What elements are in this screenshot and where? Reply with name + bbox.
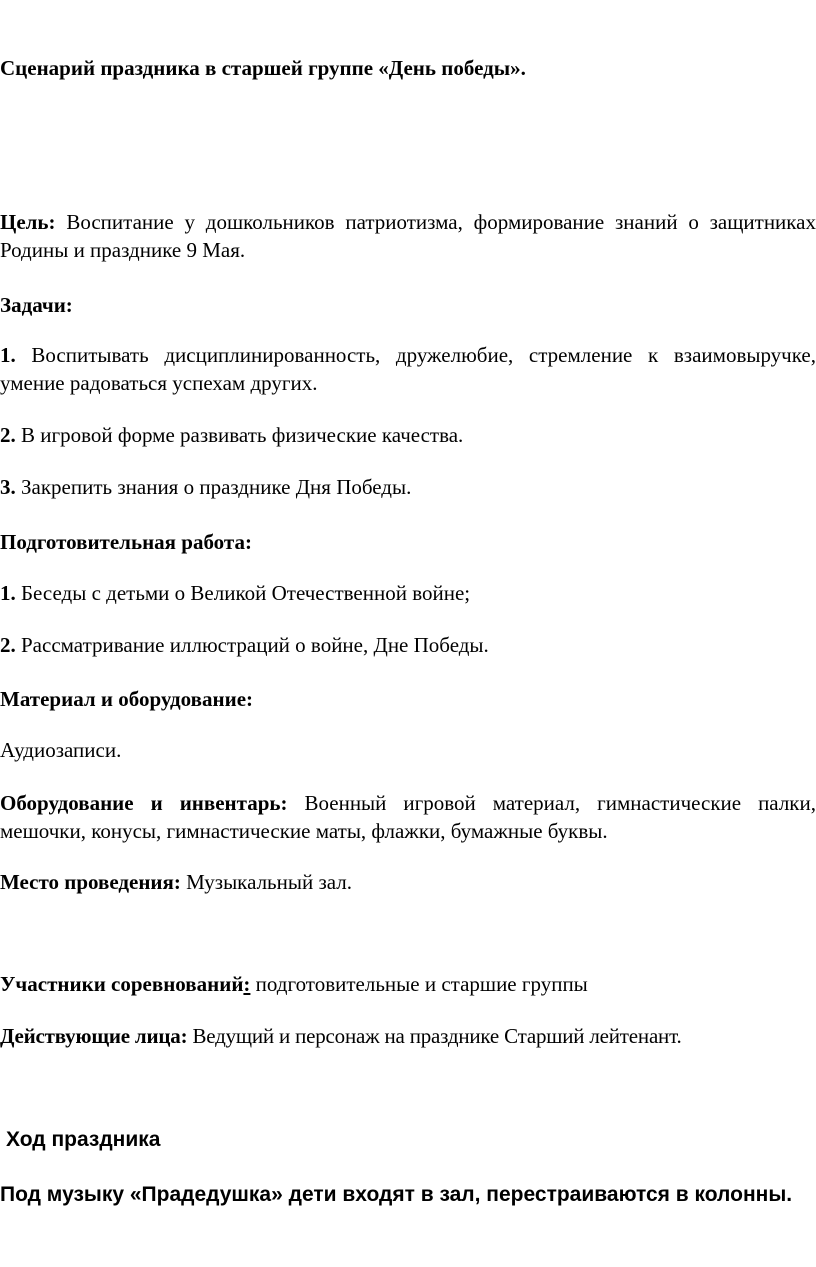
course-heading: Ход праздника: [6, 1128, 161, 1151]
equipment-paragraph: Оборудование и инвентарь: Военный игровой материал, гимнастические палки, мешочки, конусы, гимнастические маты, флажки, бумажные буквы.: [0, 791, 816, 843]
characters-paragraph: Действующие лица: Ведущий и персонаж на празднике Старший лейтенант.: [0, 1024, 682, 1048]
course-text: Под музыку «Прадедушка» дети входят в зал, перестраиваются в колонны.: [0, 1183, 793, 1206]
goal-text: Воспитание у дошкольников патриотизма, формирование знаний о защитниках Родины и празднике 9 Мая.: [0, 210, 816, 262]
task-item: 2. В игровой форме развивать физические качества.: [0, 423, 464, 447]
tasks-heading: Задачи:: [0, 293, 73, 317]
task-item: 3. Закрепить знания о празднике Дня Победы.: [0, 475, 412, 499]
task-item: 1. Воспитывать дисциплинированность, дружелюбие, стремление к взаимовыручке, умение радоваться успехам других.: [0, 343, 816, 395]
document-title: Сценарий праздника в старшей группе «День победы».: [0, 56, 526, 80]
materials-text: Аудиозаписи.: [0, 738, 122, 762]
prep-item: 2. Рассматривание иллюстраций о войне, Дне Победы.: [0, 633, 489, 657]
goal-label: Цель:: [0, 210, 56, 234]
participants-paragraph: Участники соревнований: подготовительные и старшие группы: [0, 972, 588, 996]
prep-item: 1. Беседы с детьми о Великой Отечественной войне;: [0, 581, 471, 605]
materials-heading: Материал и оборудование:: [0, 687, 254, 711]
prep-heading: Подготовительная работа:: [0, 530, 252, 554]
goal-paragraph: [0, 208, 816, 264]
venue-paragraph: Место проведения: Музыкальный зал.: [0, 870, 352, 894]
